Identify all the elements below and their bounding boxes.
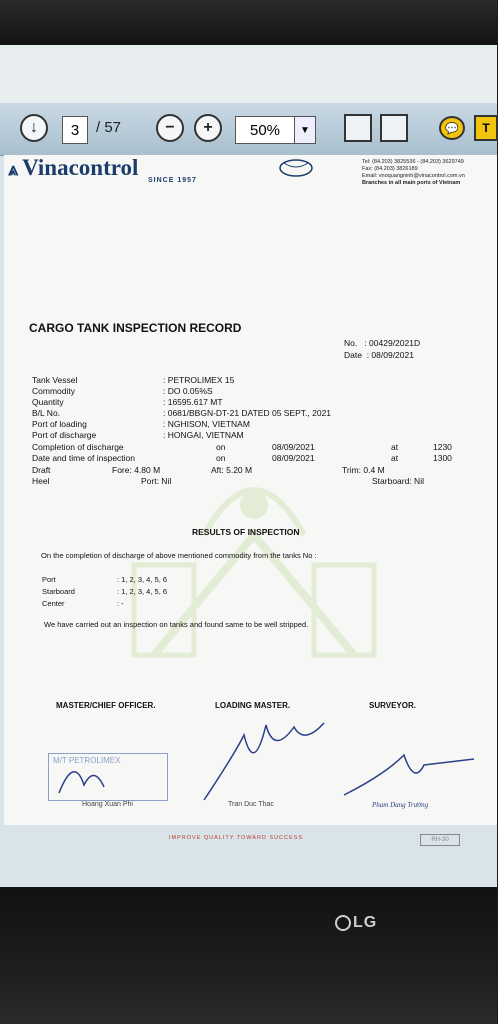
tank-value: : 1, 2, 3, 4, 5, 6 (117, 587, 168, 596)
field-value: : DO 0.05%S (163, 386, 213, 396)
completion-time: 1230 (433, 442, 452, 452)
tank-label: Center (42, 599, 65, 608)
record-number (344, 338, 420, 348)
lg-logo-icon (335, 915, 351, 931)
record-date-value: : 08/09/2021 (366, 350, 414, 360)
contact-fax: Fax: (84.203) 3826189 (362, 166, 418, 172)
vinacontrol-logo-icon: ⩓ (8, 159, 19, 179)
zoom-in-button[interactable]: + (194, 114, 222, 142)
completion-label: Completion of discharge (32, 442, 124, 452)
field-value: : PETROLIMEX 15 (163, 375, 235, 385)
viewer-blank-strip (0, 45, 497, 103)
footer-motto: IMPROVE QUALITY TOWARD SUCCESS (169, 835, 304, 841)
page-total: / 57 (96, 119, 122, 136)
tank-value: : - (117, 599, 124, 608)
tank-value: : 1, 2, 3, 4, 5, 6 (117, 575, 168, 584)
company-logo (8, 155, 138, 181)
field-label: Port of loading (32, 419, 87, 429)
inspection-label: Date and time of inspection (32, 453, 136, 463)
field-label: Tank Vessel (32, 375, 78, 385)
contact-tel: Tel: (84.203) 3825536 - (84.203) 3629749 (362, 159, 464, 165)
field-value: : 16595.617 MT (163, 397, 223, 407)
heel-label: Heel (32, 476, 50, 486)
zoom-level-select[interactable]: 50% (235, 116, 295, 144)
screen (0, 45, 497, 887)
fit-width-button[interactable] (380, 114, 408, 142)
inspection-at: at (391, 453, 399, 463)
stamp-text: M/T PETROLIMEX (53, 756, 121, 765)
heel-port: Port: Nil (141, 476, 172, 486)
results-intro: On the completion of discharge of above mentioned commodity from the tanks No : (41, 551, 317, 560)
chevron-down-icon[interactable]: ▼ (294, 116, 316, 144)
signatory-name: Hoang Xuan Phi (82, 801, 133, 808)
draft-aft: Aft: 5.20 M (211, 465, 253, 475)
signature-master (59, 772, 104, 793)
signatory-title: LOADING MASTER. (215, 701, 291, 710)
page-number-input[interactable]: 3 (62, 116, 88, 144)
tank-label: Starboard (42, 587, 75, 596)
record-date (344, 350, 414, 360)
comment-icon: 💬 (445, 122, 459, 135)
heel-starboard: Starboard: Nil (372, 476, 424, 486)
pdf-toolbar (0, 103, 497, 156)
inspection-time: 1300 (433, 453, 452, 463)
company-name: Vinacontrol (22, 155, 139, 180)
fit-page-button[interactable] (344, 114, 372, 142)
signature-surveyor (344, 755, 474, 795)
record-number-value: : 00429/2021D (364, 338, 421, 348)
inspection-on: on (216, 453, 226, 463)
draft-label: Draft (32, 465, 51, 475)
highlight-text-button[interactable]: T (474, 115, 498, 141)
zoom-out-button[interactable]: − (156, 114, 184, 142)
field-label: Quantity (32, 397, 64, 407)
field-label: Port of discharge (32, 430, 97, 440)
tank-label: Port (42, 575, 56, 584)
comment-button[interactable] (439, 116, 465, 140)
company-since: SINCE 1957 (148, 177, 197, 184)
monitor-brand-text: LG (353, 914, 378, 931)
field-value: : NGHISON, VIETNAM (163, 419, 250, 429)
previous-page-button[interactable]: ↓ (20, 114, 48, 142)
signatory-title: MASTER/CHIEF OFFICER. (56, 701, 156, 710)
completion-date: 08/09/2021 (272, 442, 315, 452)
company-contact (362, 159, 465, 187)
conclusion-text: We have carried out an inspection on tanks and found same to be well stripped. (44, 620, 309, 629)
monitor-brand (335, 914, 377, 932)
rh-tag: RH-30 (420, 834, 460, 846)
completion-at: at (391, 442, 399, 452)
signatory-name: Pham Dang Trường (372, 801, 429, 809)
contact-branches: Branches in all main ports of Vietnam (362, 180, 461, 186)
globe-logo-icon (276, 157, 316, 179)
draft-fore: Fore: 4.80 M (112, 465, 161, 475)
field-label: B/L No. (32, 408, 61, 418)
field-value: : 0681/BBGN-DT-21 DATED 05 SEPT., 2021 (163, 408, 332, 418)
document-title: CARGO TANK INSPECTION RECORD (29, 321, 242, 335)
record-number-label: No. (344, 338, 358, 348)
signatures (4, 715, 497, 805)
draft-trim: Trim: 0.4 M (342, 465, 385, 475)
monitor-top-bezel (0, 0, 497, 48)
signatory-title: SURVEYOR. (369, 701, 416, 710)
completion-on: on (216, 442, 226, 452)
results-title: RESULTS OF INSPECTION (192, 527, 300, 537)
inspection-date: 08/09/2021 (272, 453, 315, 463)
field-value: : HONGAI, VIETNAM (163, 430, 244, 440)
signature-loading-master (204, 723, 324, 800)
record-date-label: Date (344, 350, 362, 360)
field-label: Commodity (32, 386, 75, 396)
signatory-name: Tran Duc Thac (228, 801, 274, 808)
contact-email: Email: vnoquangninh@vinacontrol.com.vn (362, 173, 465, 179)
monitor-bezel (0, 887, 497, 1024)
